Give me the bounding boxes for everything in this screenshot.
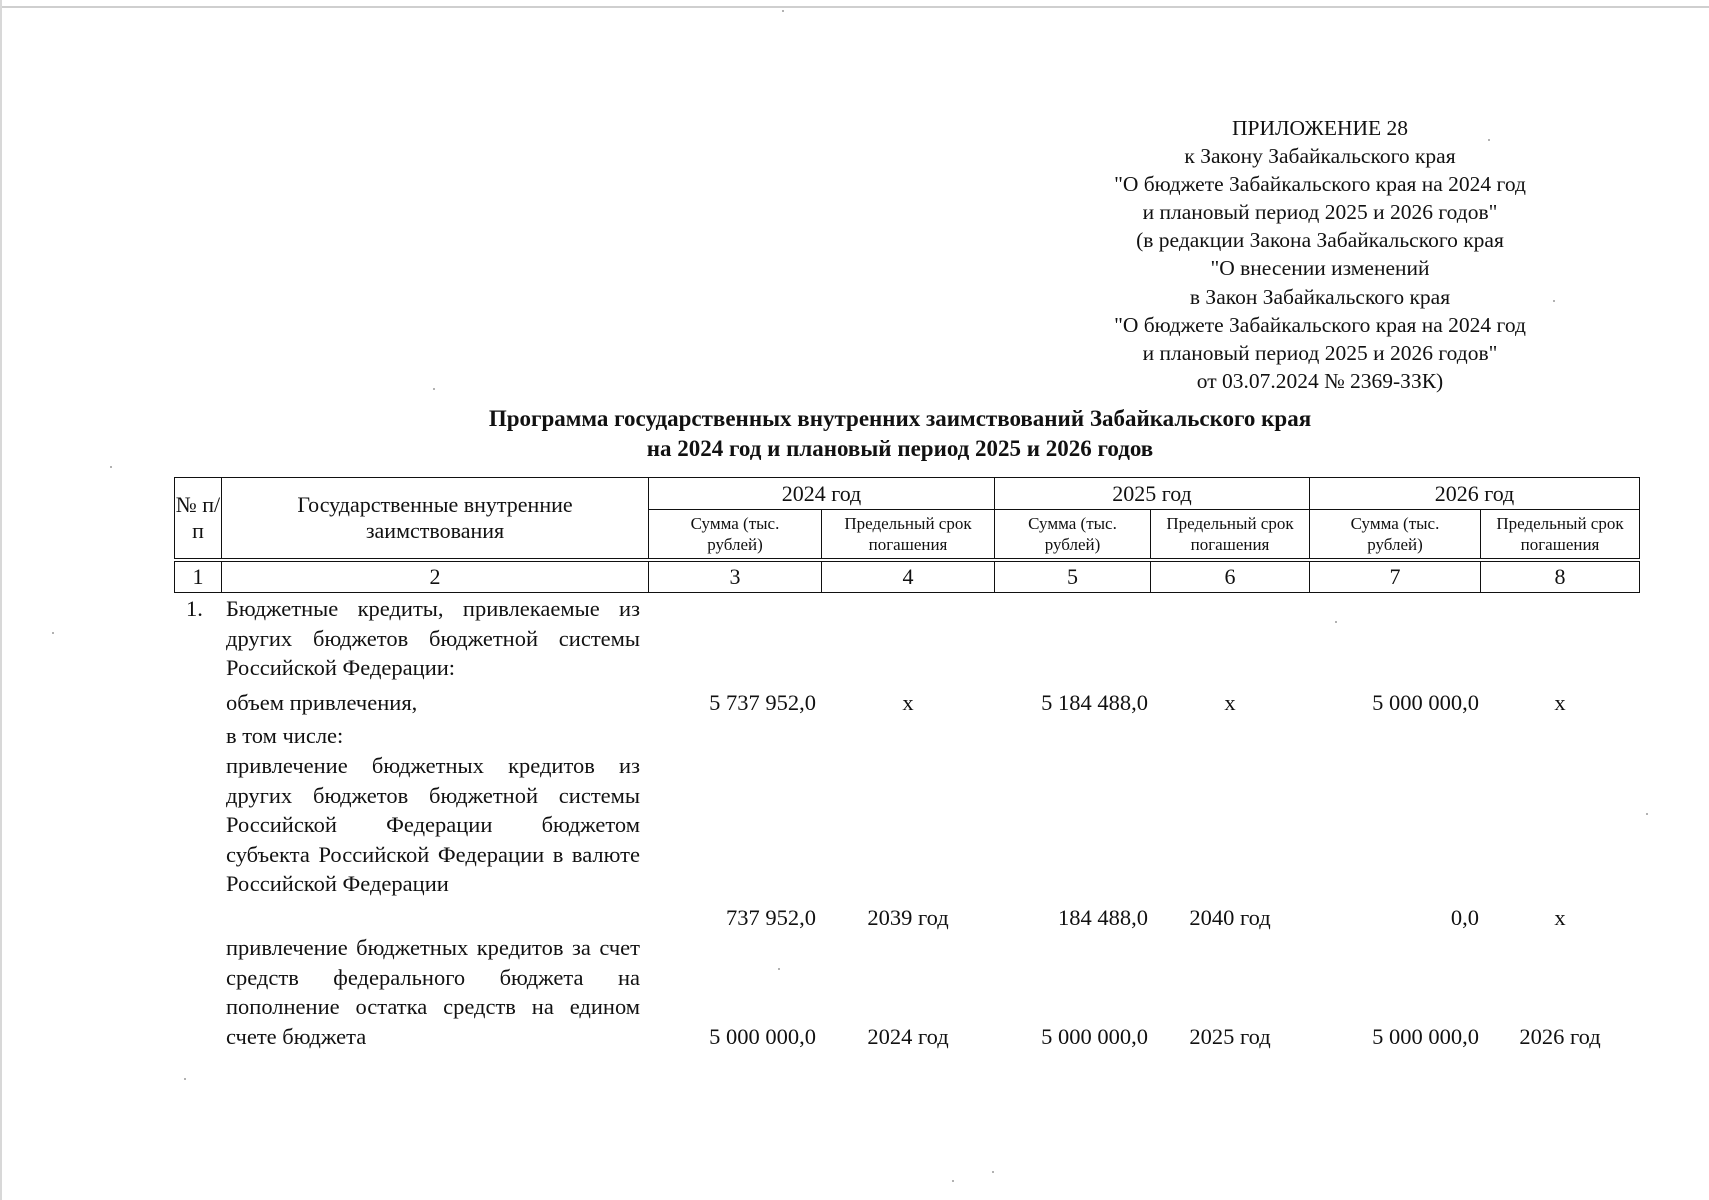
- term-2025: 2040 год: [1189, 905, 1271, 930]
- appendix-line: и плановый период 2025 и 2026 годов": [1142, 340, 1498, 365]
- term-2026: x: [1554, 905, 1566, 930]
- sum-2026: 0,0: [1450, 905, 1479, 930]
- scan-speck: [52, 632, 54, 634]
- sum-2025: 5 000 000,0: [1041, 1024, 1148, 1049]
- header-term-2026: Предельный срок погашения: [1480, 509, 1640, 559]
- row-description: в том числе:: [226, 723, 344, 748]
- appendix-line: (в редакции Закона Забайкальского края: [1136, 228, 1504, 253]
- header-year-2025: 2025 год: [994, 477, 1310, 510]
- term-2026: x: [1554, 690, 1566, 715]
- sum-2024: 5 000 000,0: [709, 1024, 816, 1049]
- header-term-2025: Предельный срок погашения: [1150, 509, 1310, 559]
- sum-2024: 5 737 952,0: [709, 690, 816, 715]
- scan-edge-top: [0, 6, 1709, 8]
- row-description: привлечение бюджетных кредитов за счет средств федерального бюджета на пополнение остатка средств на едином счете бюджета: [226, 935, 640, 1049]
- scan-speck: [1335, 621, 1337, 623]
- column-number: 6: [1150, 561, 1310, 593]
- column-number: 4: [821, 561, 995, 593]
- term-2024: 2024 год: [867, 1024, 949, 1049]
- term-2025: x: [1224, 690, 1236, 715]
- appendix-line: и плановый период 2025 и 2026 годов": [1142, 200, 1498, 225]
- title-line-1: Программа государственных внутренних заимствований Забайкальского края: [488, 406, 1312, 431]
- row-description: Бюджетные кредиты, привлекаемые из других бюджетов бюджетной системы Российской Федерации:: [226, 596, 640, 680]
- scan-speck: [992, 1171, 994, 1173]
- term-2024: 2039 год: [867, 905, 949, 930]
- term-2024: x: [902, 690, 914, 715]
- title-line-2: на 2024 год и плановый период 2025 и 2026 годов: [646, 436, 1154, 461]
- term-2025: 2025 год: [1189, 1024, 1271, 1049]
- appendix-line: в Закон Забайкальского края: [1189, 284, 1451, 309]
- column-number: 5: [994, 561, 1151, 593]
- scan-speck: [778, 968, 780, 970]
- header-term-2024: Предельный срок погашения: [821, 509, 995, 559]
- column-number: 7: [1309, 561, 1481, 593]
- appendix-line: от 03.07.2024 № 2369-ЗЗК): [1196, 368, 1444, 393]
- appendix-line: ПРИЛОЖЕНИЕ 28: [1231, 116, 1409, 140]
- scan-speck: [782, 10, 784, 12]
- scan-speck: [1646, 813, 1648, 815]
- appendix-line: к Закону Забайкальского края: [1184, 144, 1456, 169]
- header-year-2024: 2024 год: [648, 477, 995, 510]
- header-sum-2025: Сумма (тыс. рублей): [994, 509, 1151, 559]
- sum-2025: 5 184 488,0: [1041, 690, 1148, 715]
- appendix-line: "О внесении изменений: [1210, 256, 1430, 281]
- scan-speck: [110, 466, 112, 468]
- column-number: 3: [648, 561, 822, 593]
- document-title: [180, 404, 1620, 464]
- header-sum-2024: Сумма (тыс. рублей): [648, 509, 822, 559]
- header-sum-2026: Сумма (тыс. рублей): [1309, 509, 1481, 559]
- scan-speck: [433, 388, 435, 390]
- term-2026: 2026 год: [1519, 1024, 1601, 1049]
- row-description: привлечение бюджетных кредитов из других бюджетов бюджетной системы Российской Федерации бюджетом субъекта Российской Федерации в валюте Российской Федерации: [226, 753, 640, 896]
- appendix-header: [1000, 114, 1640, 395]
- column-number: 8: [1480, 561, 1640, 593]
- appendix-line: "О бюджете Забайкальского края на 2024 год: [1114, 172, 1526, 197]
- header-year-2026: 2026 год: [1309, 477, 1640, 510]
- appendix-line: "О бюджете Забайкальского края на 2024 год: [1114, 312, 1526, 337]
- column-number: 2: [221, 561, 649, 593]
- header-num: № п/п: [174, 477, 222, 559]
- scan-speck: [952, 1180, 954, 1182]
- scan-edge-left: [0, 0, 2, 1200]
- sum-2026: 5 000 000,0: [1372, 690, 1479, 715]
- column-number: 1: [174, 561, 222, 593]
- sum-2025: 184 488,0: [1058, 905, 1148, 930]
- sum-2024: 737 952,0: [726, 905, 816, 930]
- row-number: 1.: [186, 596, 203, 621]
- scan-speck: [184, 1078, 186, 1080]
- sum-2026: 5 000 000,0: [1372, 1024, 1479, 1049]
- header-name: Государственные внутренние заимствования: [221, 477, 649, 559]
- row-description: объем привлечения,: [226, 690, 418, 715]
